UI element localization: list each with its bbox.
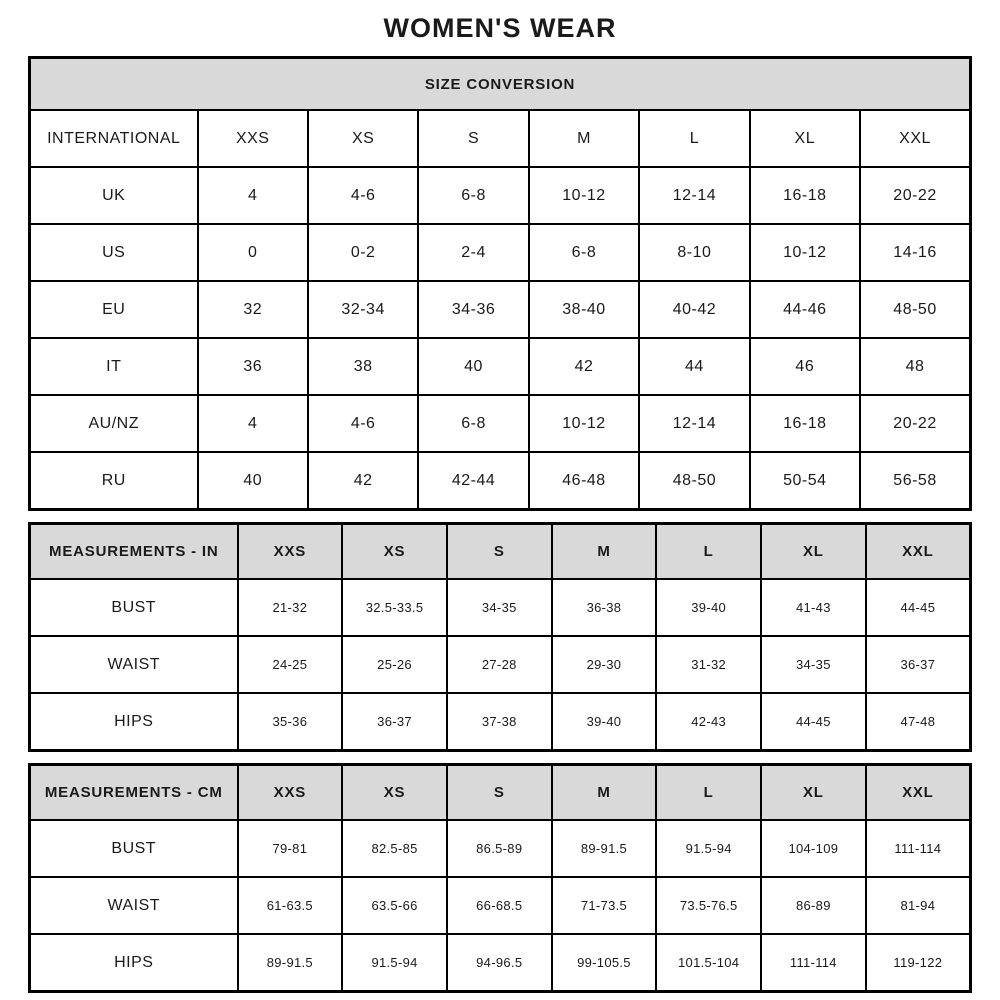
row-label: BUST	[30, 579, 238, 636]
table-cell: 2-4	[418, 224, 528, 281]
table-cell: 86.5-89	[447, 820, 552, 877]
table-cell: 34-36	[418, 281, 528, 338]
table-cell: 6-8	[529, 224, 639, 281]
table-cell: 39-40	[656, 579, 761, 636]
table-row	[30, 820, 971, 877]
table-cell: 91.5-94	[656, 820, 761, 877]
column-header: MEASUREMENTS - CM	[30, 765, 238, 821]
table-cell: 81-94	[866, 877, 971, 934]
table-cell: 10-12	[750, 224, 860, 281]
table-cell: 29-30	[552, 636, 657, 693]
column-header: XL	[750, 110, 860, 167]
table-cell: 10-12	[529, 167, 639, 224]
table-cell: 20-22	[860, 167, 970, 224]
table-cell: 94-96.5	[447, 934, 552, 992]
table-cell: 4-6	[308, 395, 418, 452]
row-label: EU	[30, 281, 198, 338]
table-cell: 4	[198, 167, 308, 224]
column-header: XS	[342, 765, 447, 821]
column-header-row	[30, 110, 971, 167]
table-cell: 4-6	[308, 167, 418, 224]
table-cell: 36-38	[552, 579, 657, 636]
row-label: WAIST	[30, 636, 238, 693]
table-cell: 32-34	[308, 281, 418, 338]
table-cell: 73.5-76.5	[656, 877, 761, 934]
table-cell: 91.5-94	[342, 934, 447, 992]
table-cell: 36	[198, 338, 308, 395]
table-cell: 12-14	[639, 167, 749, 224]
table-row	[30, 224, 971, 281]
table-cell: 40	[418, 338, 528, 395]
column-header: XS	[342, 524, 447, 580]
row-label: AU/NZ	[30, 395, 198, 452]
table-cell: 46	[750, 338, 860, 395]
table-cell: 31-32	[656, 636, 761, 693]
table-cell: 101.5-104	[656, 934, 761, 992]
size-conversion-header-row	[30, 58, 971, 111]
table-cell: 79-81	[238, 820, 343, 877]
row-label: RU	[30, 452, 198, 510]
column-header: S	[418, 110, 528, 167]
table-row	[30, 281, 971, 338]
table-cell: 42	[529, 338, 639, 395]
measurements-cm-table	[28, 763, 972, 993]
table-cell: 44	[639, 338, 749, 395]
table-cell: 42	[308, 452, 418, 510]
table-cell: 16-18	[750, 167, 860, 224]
table-cell: 6-8	[418, 167, 528, 224]
table-cell: 12-14	[639, 395, 749, 452]
column-header: XXL	[866, 524, 971, 580]
table-cell: 82.5-85	[342, 820, 447, 877]
column-header: XL	[761, 765, 866, 821]
table-cell: 21-32	[238, 579, 343, 636]
table-cell: 63.5-66	[342, 877, 447, 934]
row-label: HIPS	[30, 693, 238, 751]
table-cell: 10-12	[529, 395, 639, 452]
measurements-in-table	[28, 522, 972, 752]
table-cell: 36-37	[866, 636, 971, 693]
column-header: XS	[308, 110, 418, 167]
table-cell: 32.5-33.5	[342, 579, 447, 636]
table-cell: 44-46	[750, 281, 860, 338]
column-header: XXL	[860, 110, 970, 167]
table-row	[30, 693, 971, 751]
column-header: INTERNATIONAL	[30, 110, 198, 167]
table-cell: 6-8	[418, 395, 528, 452]
column-header: L	[639, 110, 749, 167]
table-cell: 44-45	[761, 693, 866, 751]
table-cell: 99-105.5	[552, 934, 657, 992]
measurements-in-header-row	[30, 524, 971, 580]
page-title: WOMEN'S WEAR	[383, 12, 617, 43]
column-header: M	[529, 110, 639, 167]
column-header: XXS	[238, 765, 343, 821]
table-cell: 0-2	[308, 224, 418, 281]
table-cell: 34-35	[447, 579, 552, 636]
table-cell: 66-68.5	[447, 877, 552, 934]
table-cell: 44-45	[866, 579, 971, 636]
table-cell: 86-89	[761, 877, 866, 934]
table-cell: 27-28	[447, 636, 552, 693]
table-cell: 37-38	[447, 693, 552, 751]
table-cell: 42-43	[656, 693, 761, 751]
table-cell: 104-109	[761, 820, 866, 877]
table-cell: 50-54	[750, 452, 860, 510]
table-cell: 16-18	[750, 395, 860, 452]
table-row	[30, 338, 971, 395]
measurements-cm-header-row	[30, 765, 971, 821]
table-cell: 48-50	[639, 452, 749, 510]
column-header: XL	[761, 524, 866, 580]
table-cell: 38-40	[529, 281, 639, 338]
table-cell: 48-50	[860, 281, 970, 338]
row-label: HIPS	[30, 934, 238, 992]
table-cell: 46-48	[529, 452, 639, 510]
column-header: M	[552, 524, 657, 580]
table-cell: 35-36	[238, 693, 343, 751]
table-cell: 34-35	[761, 636, 866, 693]
table-cell: 8-10	[639, 224, 749, 281]
table-row	[30, 877, 971, 934]
row-label: US	[30, 224, 198, 281]
table-cell: 0	[198, 224, 308, 281]
column-header: S	[447, 765, 552, 821]
table-cell: 38	[308, 338, 418, 395]
column-header: L	[656, 524, 761, 580]
column-header: XXS	[198, 110, 308, 167]
row-label: BUST	[30, 820, 238, 877]
table-cell: 111-114	[761, 934, 866, 992]
table-row	[30, 636, 971, 693]
table-cell: 36-37	[342, 693, 447, 751]
table-row	[30, 579, 971, 636]
table-cell: 39-40	[552, 693, 657, 751]
table-cell: 111-114	[866, 820, 971, 877]
size-conversion-table	[28, 56, 972, 511]
table-cell: 61-63.5	[238, 877, 343, 934]
table-cell: 47-48	[866, 693, 971, 751]
size-conversion-title: SIZE CONVERSION	[30, 58, 971, 111]
table-cell: 89-91.5	[238, 934, 343, 992]
table-row	[30, 395, 971, 452]
table-cell: 25-26	[342, 636, 447, 693]
table-cell: 40	[198, 452, 308, 510]
table-cell: 56-58	[860, 452, 970, 510]
table-cell: 41-43	[761, 579, 866, 636]
row-label: IT	[30, 338, 198, 395]
table-cell: 89-91.5	[552, 820, 657, 877]
table-cell: 4	[198, 395, 308, 452]
table-cell: 119-122	[866, 934, 971, 992]
table-cell: 48	[860, 338, 970, 395]
table-row	[30, 167, 971, 224]
table-cell: 32	[198, 281, 308, 338]
column-header: MEASUREMENTS - IN	[30, 524, 238, 580]
table-row	[30, 934, 971, 992]
table-cell: 71-73.5	[552, 877, 657, 934]
table-cell: 40-42	[639, 281, 749, 338]
column-header: XXL	[866, 765, 971, 821]
row-label: UK	[30, 167, 198, 224]
column-header: S	[447, 524, 552, 580]
table-row	[30, 452, 971, 510]
row-label: WAIST	[30, 877, 238, 934]
table-cell: 14-16	[860, 224, 970, 281]
table-cell: 20-22	[860, 395, 970, 452]
table-cell: 42-44	[418, 452, 528, 510]
column-header: L	[656, 765, 761, 821]
column-header: XXS	[238, 524, 343, 580]
column-header: M	[552, 765, 657, 821]
table-cell: 24-25	[238, 636, 343, 693]
